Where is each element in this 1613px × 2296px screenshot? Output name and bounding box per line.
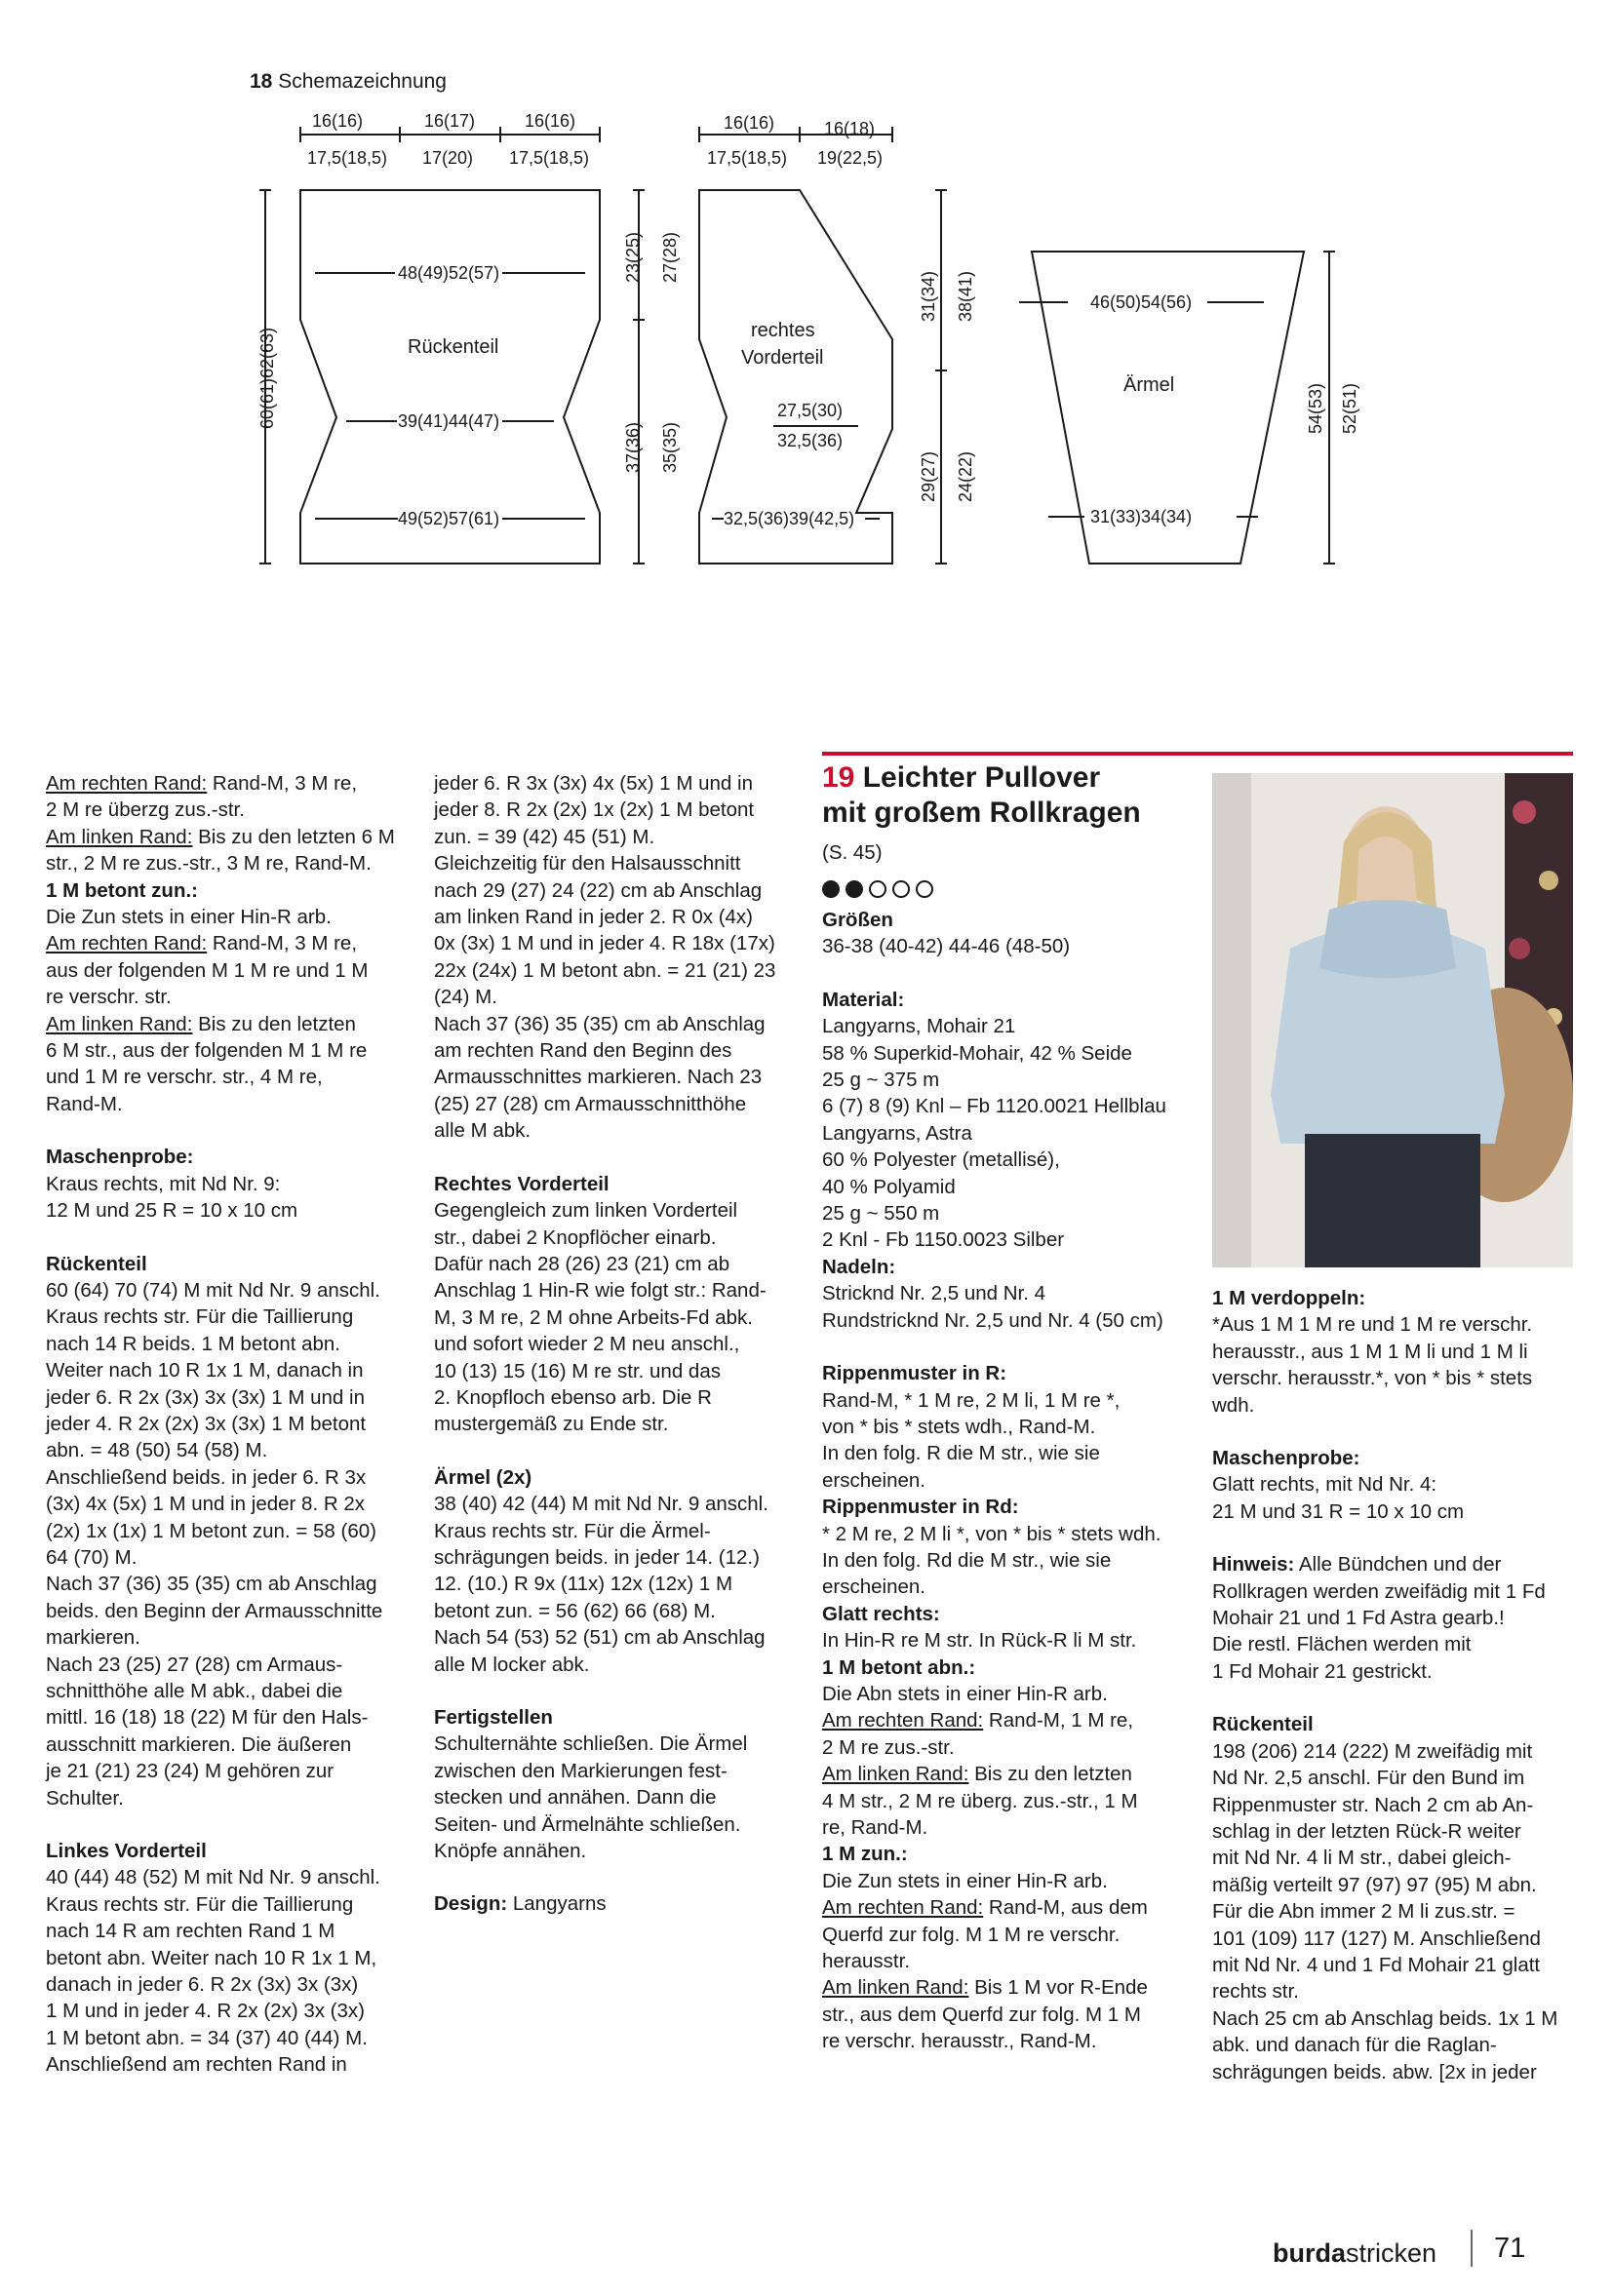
back-19-instructions: 198 (206) 214 (222) M zweifädig mit Nd Nr. 2,5 anschl. Für den Bund im Rippenmuster str. Nach 2 cm ab An- schlag in der letzten Rück-R weiter mit Nd Nr. 4 li M str., dabei gleich- mäßig verteilt 97 (97) 97 (95) M abn. Für die Abn immer 2 M li zus.str. = 101 (109) 117 (127) M. Anschließend mit Nd Nr. 4 und 1 Fd Mohair 21 glatt rechts str. Nach 25 cm ab Anschlag beids. 1x 1 M abk. und danach für die Raglan- schrägungen beids. abw. [2x in jeder xyxy=(1212,1739,1558,2083)
heading-finishing: Fertigstellen xyxy=(434,1706,553,1729)
schema-drawing xyxy=(0,0,1613,624)
back-top-stitches-1: 17,5(18,5) xyxy=(307,148,388,168)
sleeve-height-rows: 52(51) xyxy=(1340,382,1359,434)
front-lower-cm: 29(27) xyxy=(919,450,938,502)
front-width-b: 32,5(36) xyxy=(777,431,844,450)
difficulty-rating xyxy=(822,880,933,898)
sleeve-name: Ärmel xyxy=(1123,374,1175,396)
back-top-cm-1: 16(16) xyxy=(312,111,364,131)
heading-needles: Nadeln: xyxy=(822,1255,896,1278)
design-credit: Design: Langyarns xyxy=(434,1892,607,1916)
pattern-number: 19 xyxy=(822,761,855,794)
back-top-cm-3: 16(16) xyxy=(525,111,576,131)
back-piece-outline xyxy=(300,190,600,564)
heading-gauge-19: Maschenprobe: xyxy=(1212,1447,1360,1470)
difficulty-dot-filled-icon xyxy=(822,880,840,898)
heading-decrease: 1 M betont abn.: xyxy=(822,1655,976,1679)
back-top-cm-2: 16(17) xyxy=(424,111,476,131)
back-armhole-cm: 23(25) xyxy=(623,231,643,283)
heading-back: Rückenteil xyxy=(46,1252,147,1275)
left-front-continued: jeder 6. R 3x (3x) 4x (5x) 1 M und in jeder 8. R 2x (2x) 1x (2x) 1 M betont zun. = 39 (42) 45 (51) M. Gleichzeitig für den Halsausschnitt nach 29 (27) 24 (22) cm ab Anschlag am linken Rand in jeder 2. R 0x (4x) 0x (3x) 1 M und in jeder 4. R 18x (17x) 22x (24x) 1 M betont abn. = 21 (21) 23 (24) M. Nach 37 (36) 35 (35) cm ab Anschlag am rechten Rand den Beginn des Armausschnittes markieren. Nach 23 (25) 27 (28) cm Armausschnitthöhe alle M abk. xyxy=(434,772,776,1143)
magazine-brand: burdastricken xyxy=(1273,2238,1437,2268)
pattern-page-ref: (S. 45) xyxy=(822,841,883,864)
text-column-3: Größen 36-38 (40-42) 44-46 (48-50) Material: Langyarns, Mohair 21 58 % Superkid-Mohair, 42 % Seide 25 g ~ 375 m 6 (7) 8 (9) Knl – Fb 1120.0021 Hellblau Langyarns, Astra 60 % Polyester (metallisé), 40 % Polyamid 25 g ~ 550 m 2 Knl - Fb 1150.0023 Silber Nadeln: Stricknd Nr. 2,5 und Nr. 4 Rundstricknd Nr. 2,5 und Nr. 4 (50 cm) Rippenmuster in R: Rand-M, * 1 M re, 2 M li, 1 M re *, von * bis * stets wdh., Rand-M. In den folg. R die M str., wie sie erscheinen. Rippenmuster in Rd: * 2 M re, 2 M li *, von * bis * stets wdh. In den folg. Rd die M str., wie sie erscheinen. Glatt rechts: In Hin-R re M str. In Rück-R li M str. 1 M betont abn.: Die Abn stets in einer Hin-R arb. Am rechten Rand: Rand-M, 1 M re, 2 M re zus.-str. Am linken Rand: Bis zu den letzten 4 M str., 2 M re überg. zus.-str., 1 M re, Rand-M. 1 M zun.: Die Zun stets in einer Hin-R arb. Am rechten Rand: Rand-M, aus dem Querfd zur folg. M 1 M re verschr. herausstr. Am linken Rand: Bis 1 M vor R-Ende str., aus dem Querfd zur folg. M 1 M re verschr. herausstr., Rand-M. xyxy=(822,907,1193,2055)
sleeves-instructions: 38 (40) 42 (44) M mit Nd Nr. 9 anschl. Kraus rechts str. Für die Ärmel- schrägungen beids. in jeder 14. (12.) 12. (10.) R 9x (11x) 12x (12x) 1 M betont zun. = 56 (62) 66 (68) M. Nach 54 (53) 52 (51) cm ab Anschlag alle M locker abk. xyxy=(434,1493,768,1676)
page-number: 71 xyxy=(1494,2233,1526,2264)
heading-stockinette: Glatt rechts: xyxy=(822,1602,940,1625)
difficulty-dot-filled-icon xyxy=(846,880,863,898)
left-front-instructions: 40 (44) 48 (52) M mit Nd Nr. 9 anschl. Kraus rechts str. Für die Taillierung nach 14 R am rechten Rand 1 M betont abn. Weiter nach 10 R 1x 1 M, danach in jeder 6. R 2x (3x) 3x (3x) 1 M und in jeder 4. R 2x (2x) 3x (3x) 1 M betont abn. = 34 (37) 40 (44) M. Anschließend am rechten Rand in xyxy=(46,1866,380,2077)
schema-title: Schemazeichnung xyxy=(278,70,447,93)
back-width-bottom: 49(52)57(61) xyxy=(398,509,500,528)
heading-sleeves: Ärmel (2x) xyxy=(434,1465,532,1489)
text-column-1: Am rechten Rand: Rand-M, 3 M re, 2 M re überzg zus.-str. Am linken Rand: Bis zu den letzten 6 M str., 2 M re zus.-str., 3 M re, Rand-M. 1 M betont zun.: Die Zun stets in einer Hin-R arb. Am rechten Rand: Rand-M, 3 M re, aus der folgenden M 1 M re und 1 M re verschr. str. Am linken Rand: Bis zu den letzten 6 M str., aus der folgenden M 1 M re und 1 M re verschr. str., 4 M re, Rand-M. Maschenprobe: Kraus rechts, mit Nd Nr. 9: 12 M und 25 R = 10 x 10 cm Rückenteil 60 (64) 70 (74) M mit Nd Nr. 9 anschl. Kraus rechts str. Für die Taillierung nach 14 R beids. 1 M betont abn. Weiter nach 10 R 1x 1 M, danach in jeder 6. R 2x (3x) 3x (3x) 1 M und in jeder 4. R 2x (2x) 3x (3x) 1 M betont abn. = 48 (50) 54 (58) M. Anschließend beids. in jeder 6. R 3x (3x) 4x (5x) 1 M und in jeder 8. R 2x (2x) 1x (1x) 1 M betont zun. = 58 (60) 64 (70) M. Nach 37 (36) 35 (35) cm ab Anschlag beids. den Beginn der Armausschnitte markieren. Nach 23 (25) 27 (28) cm Armaus- schnitthöhe alle M abk., dabei die mittl. 16 (18) 18 (22) M für den Hals- ausschnitt markieren. Die äußeren je 21 (21) 23 (24) M gehören zur Schulter. Linkes Vorderteil 40 (44) 48 (52) M mit Nd Nr. 9 anschl. Kraus rechts str. Für die Taillierung nach 14 R am rechten Rand 1 M betont abn. Weiter nach 10 R 1x 1 M, danach in jeder 6. R 2x (3x) 3x (3x) 1 M und in jeder 4. R 2x (2x) 3x (3x) 1 M betont abn. = 34 (37) 40 (44) M. Anschließend am rechten Rand in xyxy=(46,770,412,2079)
footer-divider xyxy=(1471,2230,1473,2267)
difficulty-dot-empty-icon xyxy=(869,880,886,898)
pattern-title: 19 Leichter Pullover mit großem Rollkragen xyxy=(822,761,1141,829)
back-armhole-rows: 27(28) xyxy=(660,231,680,283)
front-piece-name-2: Vorderteil xyxy=(741,347,824,369)
front-width-bottom: 32,5(36)39(42,5) xyxy=(724,509,855,528)
heading-sizes: Größen xyxy=(822,909,893,931)
label-left-edge: Am linken Rand: xyxy=(46,825,193,848)
front-piece-name-1: rechtes xyxy=(751,320,815,341)
back-top-stitches-3: 17,5(18,5) xyxy=(509,148,590,168)
heading-left-front: Linkes Vorderteil xyxy=(46,1840,207,1863)
right-front-instructions: Gegengleich zum linken Vorderteil str., dabei 2 Knopflöcher einarb. Dafür nach 28 (26) 23 (21) cm ab Anschlag 1 Hin-R wie folgt str.: Rand- M, 3 M re, 2 M ohne Arbeits-Fd abk. und sofort wieder 2 M neu anschl., 10 (13) 15 (16) M re str. und das 2. Knopfloch ebenso arb. Die R mustergemäß zu Ende str. xyxy=(434,1199,767,1436)
sleeve-width-top: 46(50)54(56) xyxy=(1090,292,1193,312)
difficulty-dot-empty-icon xyxy=(916,880,933,898)
heading-rib-rows: Rippenmuster in R: xyxy=(822,1362,1007,1385)
model-illustration xyxy=(1212,773,1573,1267)
heading-increase: 1 M betont zun.: xyxy=(46,878,199,902)
front-neck-rows: 38(41) xyxy=(956,270,975,322)
text-column-2 xyxy=(434,770,800,1918)
heading-back-19: Rückenteil xyxy=(1212,1713,1314,1736)
front-width-a: 27,5(30) xyxy=(777,401,844,420)
heading-right-front: Rechtes Vorderteil xyxy=(434,1172,610,1195)
front-top-cm-1: 16(16) xyxy=(724,113,775,133)
heading-double-stitch: 1 M verdoppeln: xyxy=(1212,1287,1366,1309)
back-width-waist: 39(41)44(47) xyxy=(398,411,500,431)
back-piece-name: Rückenteil xyxy=(408,336,499,358)
heading-material: Material: xyxy=(822,988,905,1011)
back-top-stitches-2: 17(20) xyxy=(422,148,474,168)
finishing-instructions: Schulternähte schließen. Die Ärmel zwischen den Markierungen fest- stecken und annähen. Dann die Seiten- und Ärmelnähte schließen. Knöpfe annähen. xyxy=(434,1732,748,1863)
heading-gauge: Maschenprobe: xyxy=(46,1146,194,1169)
pattern-divider xyxy=(822,752,1573,756)
difficulty-dot-empty-icon xyxy=(892,880,910,898)
heading-increase-19: 1 M zun.: xyxy=(822,1843,908,1866)
back-instructions: 60 (64) 70 (74) M mit Nd Nr. 9 anschl. Kraus rechts str. Für die Taillierung nach 14 R beids. 1 M betont abn. Weiter nach 10 R 1x 1 M, danach in jeder 6. R 2x (3x) 3x (3x) 1 M und in jeder 4. R 2x (2x) 3x (3x) 1 M betont abn. = 48 (50) 54 (58) M. Anschließend beids. in jeder 6. R 3x (3x) 4x (5x) 1 M und in jeder 8. R 2x (2x) 1x (1x) 1 M betont zun. = 58 (60) 64 (70) M. Nach 37 (36) 35 (35) cm ab Anschlag beids. den Beginn der Armausschnitte markieren. Nach 23 (25) 27 (28) cm Armaus- schnitthöhe alle M abk., dabei die mittl. 16 (18) 18 (22) M für den Hals- ausschnitt markieren. Die äußeren je 21 (21) 23 (24) M gehören zur Schulter. xyxy=(46,1278,383,1810)
front-neck-cm: 31(34) xyxy=(919,270,938,322)
heading-note: Hinweis: xyxy=(1212,1553,1295,1576)
schema-number: 18 xyxy=(250,70,273,93)
front-top-cm-2: 16(18) xyxy=(824,119,876,138)
back-side-rows: 35(35) xyxy=(660,421,680,473)
model-photo xyxy=(1212,773,1573,1267)
label-right-edge: Am rechten Rand: xyxy=(46,772,208,795)
material-list: Langyarns, Mohair 21 58 % Superkid-Mohair, 42 % Seide 25 g ~ 375 m 6 (7) 8 (9) Knl – Fb 1120.0021 Hellblau Langyarns, Astra 60 % Polyester (metallisé), 40 % Polyamid 25 g ~ 550 m 2 Knl - Fb 1150.0023 Silber xyxy=(822,1015,1166,1252)
front-top-stitches-2: 19(22,5) xyxy=(817,148,884,168)
sleeve-height-cm: 54(53) xyxy=(1306,382,1325,434)
back-width-upper: 48(49)52(57) xyxy=(398,263,500,283)
sleeve-width-bottom: 31(33)34(34) xyxy=(1090,507,1193,526)
back-height-total: 60(61)62(63) xyxy=(257,327,277,429)
front-piece-outline xyxy=(699,190,892,564)
heading-rib-rounds: Rippenmuster in Rd: xyxy=(822,1496,1019,1519)
text-column-4: 1 M verdoppeln: *Aus 1 M 1 M re und 1 M re verschr. herausstr., aus 1 M 1 M li und 1 M li verschr. herausstr.*, von * bis * stets wdh. Maschenprobe: Glatt rechts, mit Nd Nr. 4: 21 M und 31 R = 10 x 10 cm Hinweis: Alle Bündchen und der Rollkragen werden zweifädig mit 1 Fd Mohair 21 und 1 Fd Astra gearb.! Die restl. Flächen werden mit 1 Fd Mohair 21 gestrickt. Rückenteil 198 (206) 214 (222) M zweifädig mit Nd Nr. 2,5 anschl. Für den Bund im Rippenmuster str. Nach 2 cm ab An- schlag in der letzten Rück-R weiter mit Nd Nr. 4 li M str., dabei gleich- mäßig verteilt 97 (97) 97 (95) M abn. Für die Abn immer 2 M li zus.str. = 101 (109) 117 (127) M. Anschließend mit Nd Nr. 4 und 1 Fd Mohair 21 glatt rechts str. Nach 25 cm ab Anschlag beids. 1x 1 M abk. und danach für die Raglan- schrägungen beids. abw. [2x in jeder xyxy=(1212,1285,1583,2085)
front-lower-rows: 24(22) xyxy=(956,450,975,502)
back-side-cm: 37(36) xyxy=(623,421,643,473)
front-top-stitches-1: 17,5(18,5) xyxy=(707,148,788,168)
